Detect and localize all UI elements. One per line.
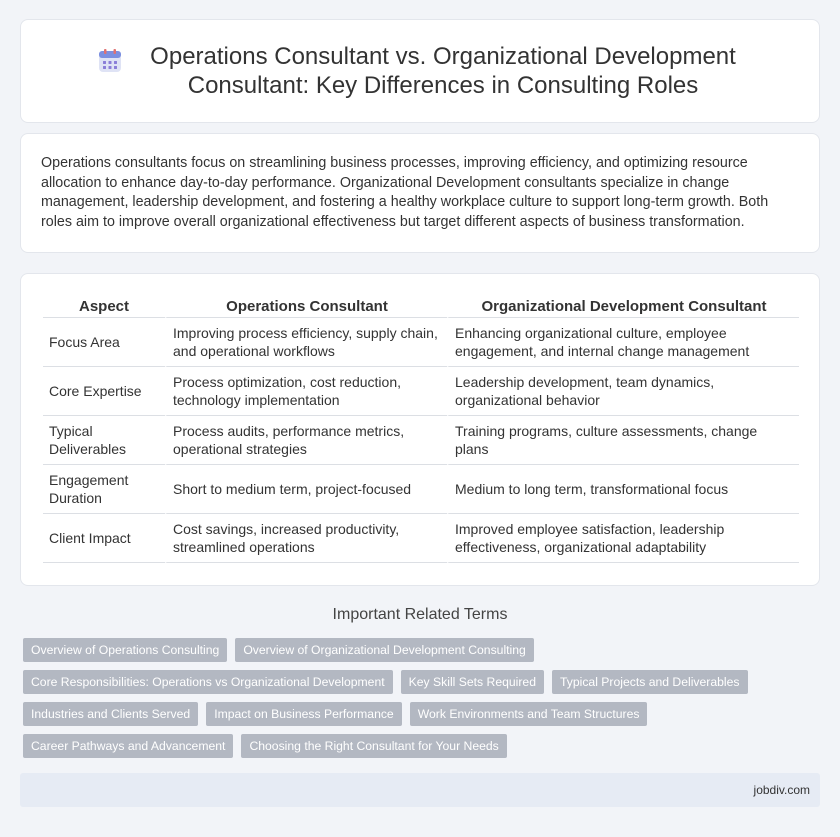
table-row bbox=[43, 465, 799, 514]
table-row bbox=[43, 514, 799, 563]
column-header-operations: Operations Consultant bbox=[165, 294, 447, 318]
table-row bbox=[43, 416, 799, 465]
table-cell-od: Enhancing organizational culture, employee engagement, and internal change management bbox=[447, 318, 799, 367]
table-cell-aspect: Typical Deliverables bbox=[43, 416, 165, 465]
table-row bbox=[43, 367, 799, 416]
comparison-table bbox=[43, 294, 799, 563]
related-term-tag[interactable]: Choosing the Right Consultant for Your Needs bbox=[241, 734, 506, 758]
table-cell-aspect: Core Expertise bbox=[43, 367, 165, 416]
table-row bbox=[43, 318, 799, 367]
related-terms-heading: Important Related Terms bbox=[332, 606, 508, 623]
table-cell-aspect: Client Impact bbox=[43, 514, 165, 563]
comparison-card bbox=[20, 273, 820, 586]
table-cell-operations: Improving process efficiency, supply chain, and operational workflows bbox=[165, 318, 447, 367]
table-cell-operations: Short to medium term, project-focused bbox=[165, 465, 447, 514]
related-term-tag[interactable]: Career Pathways and Advancement bbox=[23, 734, 233, 758]
table-cell-od: Leadership development, team dynamics, organizational behavior bbox=[447, 367, 799, 416]
footer-site-link[interactable]: jobdiv.com bbox=[753, 783, 810, 797]
footer-bar bbox=[20, 773, 820, 807]
table-cell-operations: Cost savings, increased productivity, streamlined operations bbox=[165, 514, 447, 563]
table-cell-operations: Process optimization, cost reduction, technology implementation bbox=[165, 367, 447, 416]
related-terms-list bbox=[23, 638, 823, 758]
related-term-tag[interactable]: Overview of Organizational Development Consulting bbox=[235, 638, 534, 662]
table-cell-aspect: Engagement Duration bbox=[43, 465, 165, 514]
table-cell-od: Training programs, culture assessments, change plans bbox=[447, 416, 799, 465]
title-wrap bbox=[97, 42, 743, 100]
related-term-tag[interactable]: Impact on Business Performance bbox=[206, 702, 402, 726]
table-cell-od: Improved employee satisfaction, leadership effectiveness, organizational adaptability bbox=[447, 514, 799, 563]
related-term-tag[interactable]: Industries and Clients Served bbox=[23, 702, 198, 726]
related-term-tag[interactable]: Key Skill Sets Required bbox=[401, 670, 544, 694]
related-term-tag[interactable]: Work Environments and Team Structures bbox=[410, 702, 648, 726]
page-title: Operations Consultant vs. Organizational Development Consultant: Key Differences in Consulting Roles bbox=[150, 43, 736, 99]
related-term-tag[interactable]: Typical Projects and Deliverables bbox=[552, 670, 748, 694]
title-card bbox=[20, 19, 820, 123]
column-header-od: Organizational Development Consultant bbox=[447, 294, 799, 318]
table-cell-aspect: Focus Area bbox=[43, 318, 165, 367]
table-cell-operations: Process audits, performance metrics, operational strategies bbox=[165, 416, 447, 465]
column-header-aspect: Aspect bbox=[43, 294, 165, 318]
calendar-icon bbox=[97, 48, 123, 74]
related-term-tag[interactable]: Core Responsibilities: Operations vs Organizational Development bbox=[23, 670, 393, 694]
table-header-row bbox=[43, 294, 799, 318]
intro-card bbox=[20, 133, 820, 253]
related-term-tag[interactable]: Overview of Operations Consulting bbox=[23, 638, 227, 662]
table-cell-od: Medium to long term, transformational focus bbox=[447, 465, 799, 514]
intro-paragraph: Operations consultants focus on streamlining business processes, improving efficiency, and optimizing resource allocation to enhance day-to-day performance. Organizational Development consultants specialize in change management, leadership development, and fostering a healthy workplace culture to support long-term growth. Both roles aim to improve overall organizational effectiveness but target different aspects of business transformation. bbox=[41, 155, 769, 230]
